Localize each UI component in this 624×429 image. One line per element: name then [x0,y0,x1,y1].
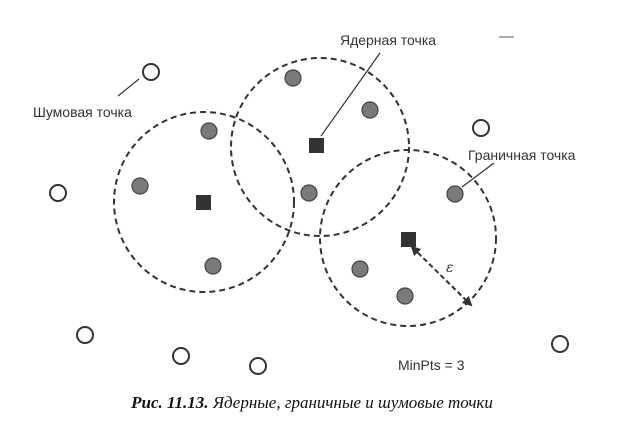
core-point-square [401,232,416,247]
noise-point [473,120,489,136]
border-point-label: Граничная точка [468,147,576,163]
core-point-square [309,138,324,153]
core-point-label: Ядерная точка [339,32,437,48]
noise-point [77,327,93,343]
core-label-leader [321,53,380,136]
epsilon-label: ε [446,260,454,276]
filled-point [285,70,301,86]
filled-point [205,258,221,274]
noise-point [552,336,568,352]
noise-label-leader [118,79,139,96]
filled-point [201,123,217,139]
noise-point-label: Шумовая точка [33,104,132,120]
epsilon-arrow [412,247,471,305]
filled-point [301,185,317,201]
caption-number: Рис. 11.13. [131,393,209,412]
filled-point [362,102,378,118]
core-point-square [196,195,211,210]
noise-point [173,348,189,364]
filled-point [447,186,463,202]
noise-point [50,185,66,201]
filled-point [352,261,368,277]
noise-point [250,358,266,374]
noise-point [143,64,159,80]
figure-caption [0,393,624,413]
caption-text: Ядерные, граничные и шумовые точки [212,393,493,412]
filled-point [132,178,148,194]
filled-point [397,288,413,304]
min-pts-label: MinPts = 3 [398,357,465,373]
